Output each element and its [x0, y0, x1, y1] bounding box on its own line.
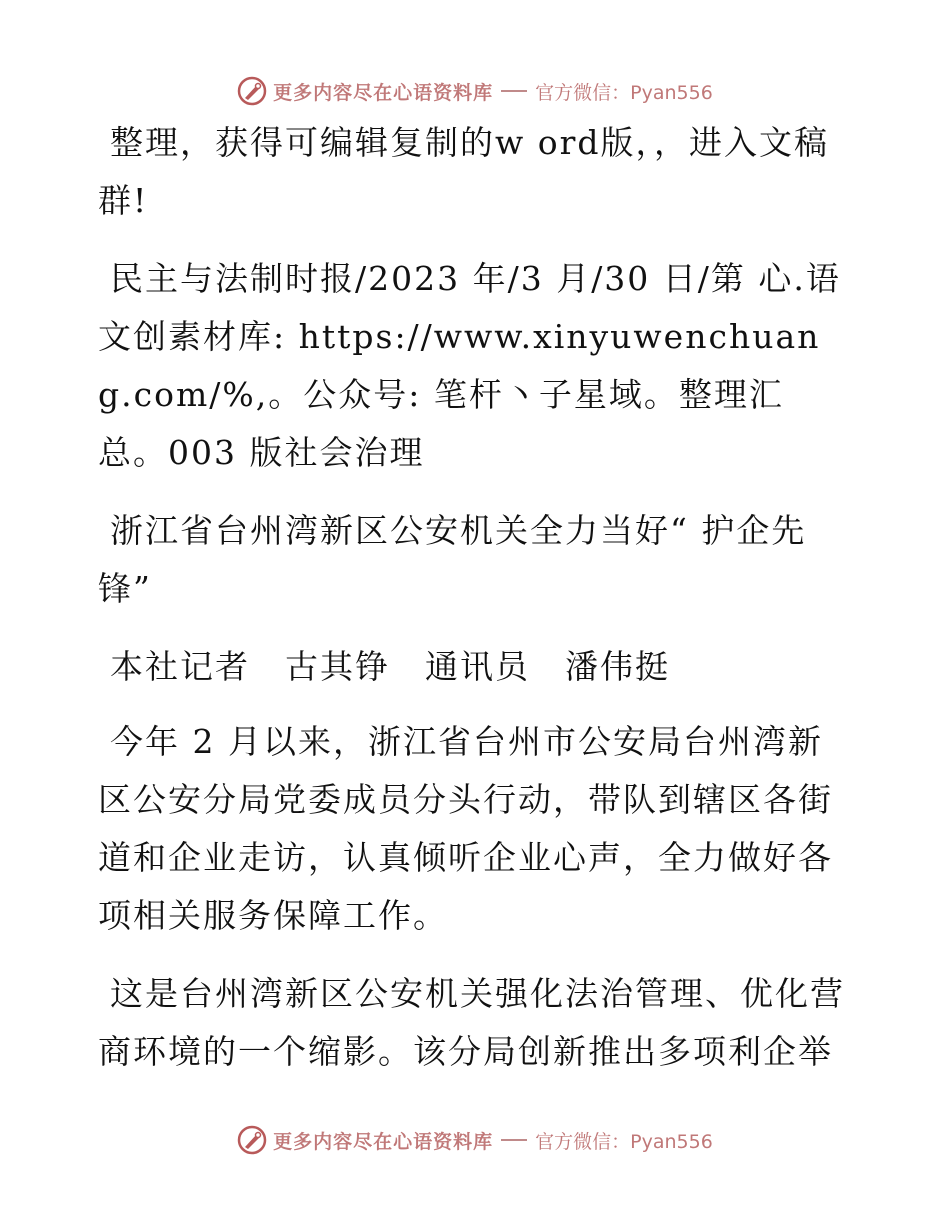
article-title: 浙江省台州湾新区公安机关全力当好“ 护企先锋” [98, 511, 807, 608]
pen-logo-icon [237, 1125, 267, 1155]
article-byline: 本社记者 古其铮 通讯员 潘伟挺 [110, 647, 670, 686]
paragraph-body-2: 这是台州湾新区公安机关强化法治管理、优化营商环境的一个缩影。该分局创新推出多项利企举 [98, 974, 845, 1071]
watermark-contact: 官方微信：Pyan556 [535, 1130, 713, 1153]
watermark-text: 更多内容尽在心语资料库 [273, 81, 494, 104]
watermark-contact: 官方微信：Pyan556 [535, 81, 713, 104]
paragraph-body-1: 今年 2 月以来，浙江省台州市公安局台州湾新区公安分局党委成员分头行动，带队到辖区各街道和企业走访，认真倾听企业心声，全力做好各项相关服务保障工作。 [98, 722, 833, 935]
watermark-separator [501, 1139, 527, 1141]
paragraph-intro: 整理，获得可编辑复制的w ord版，，进入文稿群! [98, 123, 830, 220]
document-body [98, 114, 850, 1101]
paragraph-source: 民主与法制时报/2023 年/3 月/30 日/第 心.语文创素材库: https://www.xinyuwenchuang.com/%,。公众号: 笔杆丶子星域。整理汇总。003 版社会治理 [98, 259, 841, 472]
watermark-header [0, 71, 950, 111]
watermark-footer [0, 1120, 950, 1160]
watermark-text: 更多内容尽在心语资料库 [273, 1130, 494, 1153]
pen-logo-icon [237, 76, 267, 106]
watermark-separator [501, 90, 527, 92]
